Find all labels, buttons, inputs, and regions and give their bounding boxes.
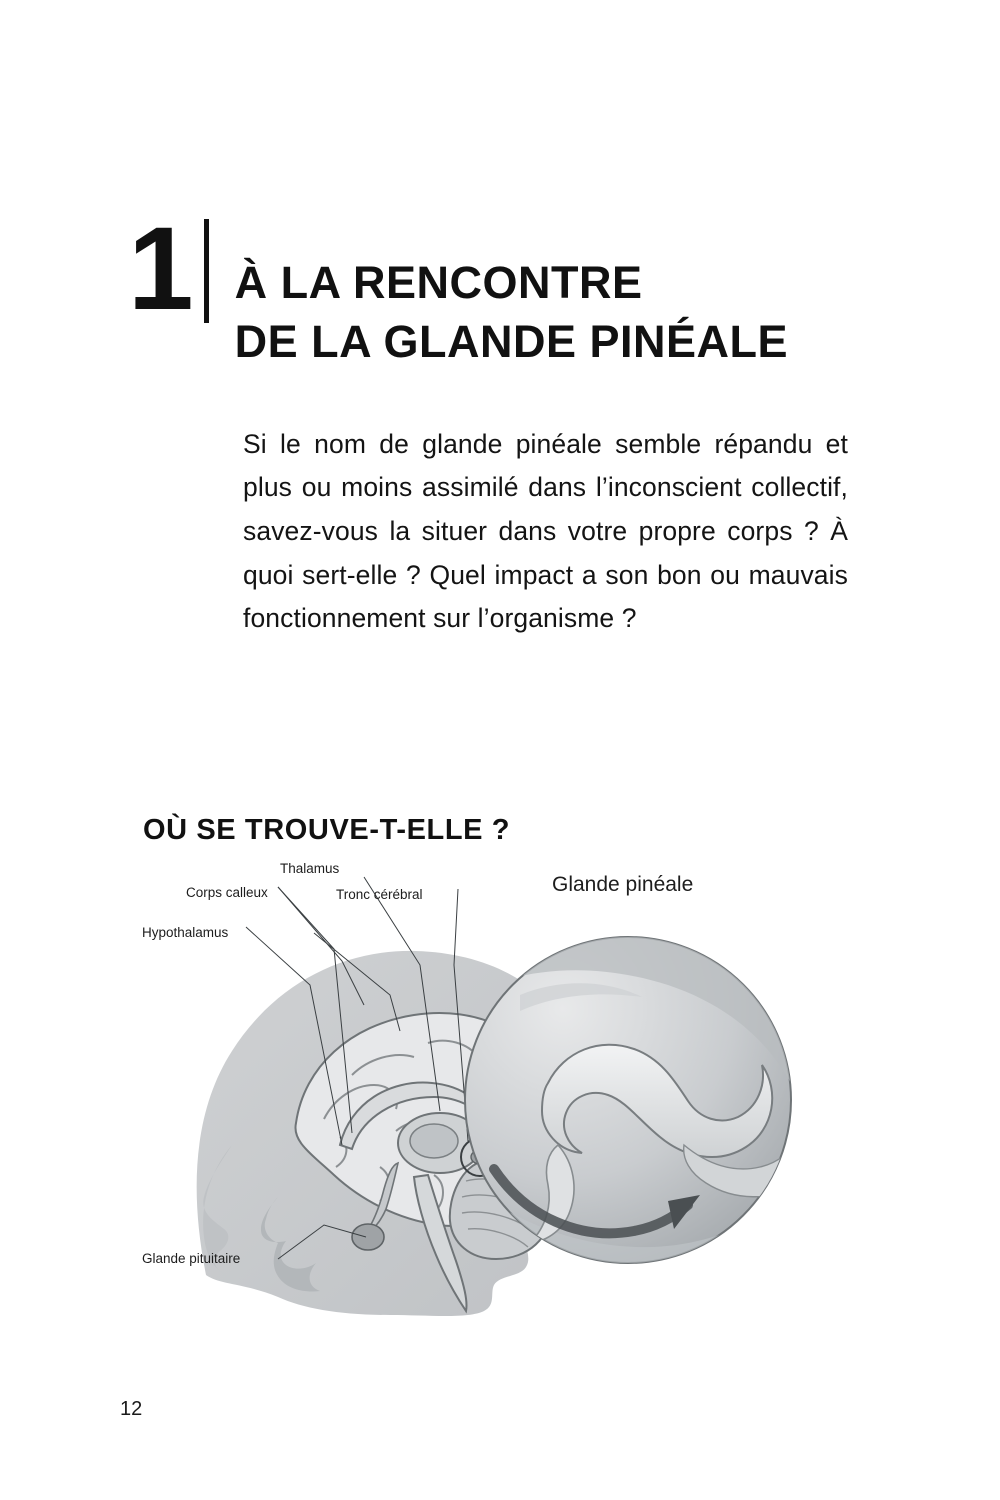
page-number: 12 — [120, 1398, 143, 1420]
chapter-title-line-2: DE LA GLANDE PINÉALE — [234, 316, 789, 368]
chapter-number: 1 — [128, 203, 192, 335]
label-thalamus: Thalamus — [280, 861, 340, 876]
chapter-header — [128, 203, 868, 372]
label-hypothalamus: Hypothalamus — [142, 925, 229, 940]
chapter-number-group — [128, 203, 209, 335]
label-glande-pituitaire: Glande pituitaire — [142, 1251, 241, 1266]
anatomy-illustration — [128, 845, 848, 1325]
section-heading: OÙ SE TROUVE-T-ELLE ? — [143, 814, 511, 847]
chapter-title-line-1: À LA RENCONTRE — [234, 257, 643, 308]
pineal-magnified-view — [465, 937, 800, 1265]
label-tronc-cerebral: Tronc cérébral — [336, 887, 423, 902]
label-corps-calleux: Corps calleux — [186, 885, 268, 900]
anatomy-figure — [128, 845, 848, 1325]
chapter-intro-paragraph: Si le nom de glande pinéale semble répandu et plus ou moins assimilé dans l’inconscient collectif, savez-vous la situer dans votre propre corps ? À quoi sert-elle ? Quel impact a son bon ou mauvais fonctionnement sur l’organisme ? — [243, 428, 848, 634]
chapter-divider-rule — [204, 219, 209, 323]
chapter-title — [235, 215, 788, 372]
label-glande-pineale-callout: Glande pinéale — [552, 873, 694, 896]
